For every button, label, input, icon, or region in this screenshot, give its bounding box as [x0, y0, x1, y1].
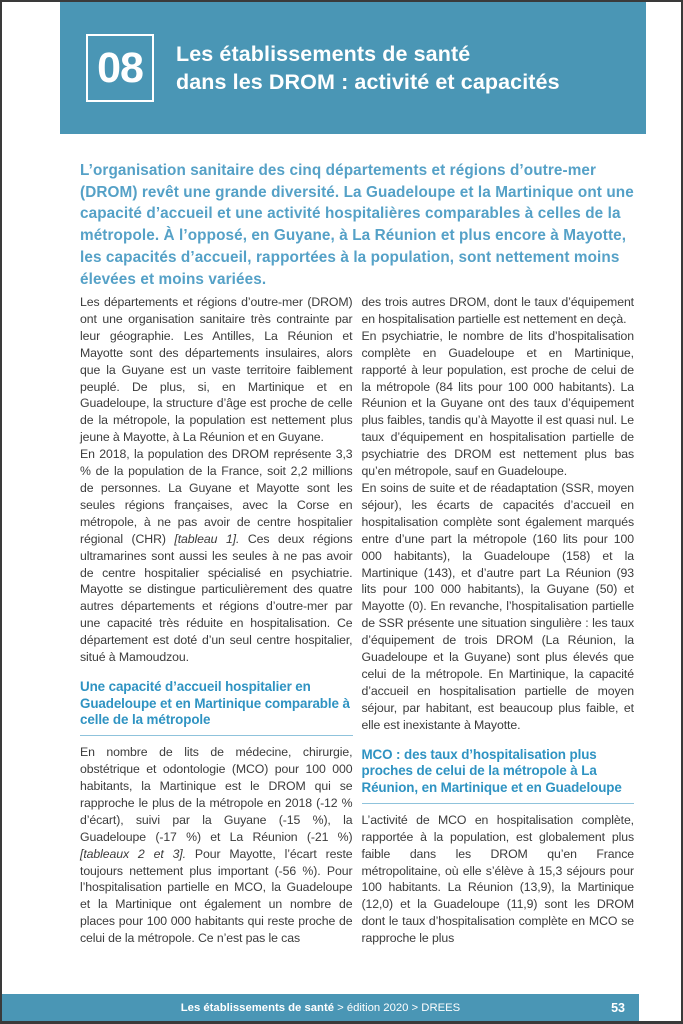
paragraph-text: En 2018, la population des DROM représente 3,3 % de la population de la France, soit 2,2 millions de personnes. La Guyane et Mayotte sont les seules régions françaises, avec la Corse en métropole, à ne pas avoir de centre hospitalier régional (CHR) — [80, 447, 353, 546]
paragraph — [80, 744, 353, 947]
chapter-title-line2: dans les DROM : activité et capacités — [176, 70, 560, 94]
footer-book-title: Les établissements de santé — [180, 1001, 334, 1014]
table-reference: [tableaux 2 et 3]. — [80, 846, 186, 861]
left-column — [80, 294, 353, 947]
paragraph-text: En nombre de lits de médecine, chirurgie, obstétrique et odontologie (MCO) pour 100 000 habitants, la Martinique est le DROM qui se rapproche le plus de la métropole en 2018 (-12 % d’écart), suivi par la Guyane (-15 %), la Guadeloupe (-17 %) et La Réunion (-21 %) — [80, 745, 353, 844]
paragraph-text: Pour Mayotte, l’écart reste toujours nettement plus important (-56 %). Pour l’hospitalisation partielle en MCO, la Guadeloupe et la Martinique ont également un nombre de places pour 100 000 habitants qui reste proche de celui de la métropole. Ce n’est pas le cas — [80, 846, 353, 946]
intro-paragraph: L’organisation sanitaire des cinq départements et régions d’outre-mer (DROM) revêt une grande diversité. La Guadeloupe et la Martinique ont une capacité d’accueil et une activité hospitalières comparables à celles de la métropole. À l’opposé, en Guyane, à La Réunion et plus encore à Mayotte, les capacités d’accueil, rapportées à la population, sont nettement moins élevées et moins variées. — [80, 162, 634, 288]
footer-breadcrumb — [181, 1002, 460, 1014]
paragraph: En psychiatrie, le nombre de lits d’hospitalisation complète en Guadeloupe et en Martinique, rapporté à leur population, est proche de celui de la métropole (84 lits pour 100 000 habitants). La Réunion et la Guyane ont des taux d’équipement plus faibles, tandis qu’à Mayotte il est quasi nul. Le taux d’équipement en hospitalisation partielle de psychiatrie des DROM est nettement plus bas qu’en métropole, sauf en Guadeloupe. — [361, 328, 634, 479]
footer-bar — [2, 994, 639, 1021]
paragraph-text: Ces deux régions ultramarines sont aussi les seules à ne pas avoir de centre hospitalier spécialisé en psychiatrie. Mayotte se distingue particulièrement des quatre autres départements et régions d’outre-mer par une capacité très réduite en hospitalisation. Ce département est doté d’un seul centre hospitalier, situé à Mamoudzou. — [80, 531, 353, 665]
chapter-number-box — [86, 34, 154, 102]
paragraph: En soins de suite et de réadaptation (SSR, moyen séjour), les écarts de capacités d’accueil en hospitalisation complète sont également marqués entre d’une part la métropole (160 lits pour 100 000 habitants), la Guadeloupe (158) et la Martinique (143), et d’autre part La Réunion (93 lits pour 100 000 habitants), la Guyane (50) et Mayotte (0). En revanche, l’hospitalisation partielle de SSR présente une situation singulière : les taux d’équipement de trois DROM (La Réunion, la Guadeloupe et la Guyane) sont plus élevés que celui de la métropole. En Martinique, la capacité d’accueil en hospitalisation partielle de moyen séjour, par habitant, est beaucoup plus faible, et elle est inexistante à Mayotte. — [361, 480, 634, 732]
chapter-number: 08 — [97, 43, 143, 92]
chapter-header — [60, 2, 646, 134]
paragraph: Les départements et régions d’outre-mer (DROM) ont une organisation sanitaire très contrainte par leur géographie. Les Antilles, La Réunion et Mayotte sont des départements insulaires, alors que la Guyane est un vaste territoire faiblement peuplé. De plus, si, en Martinique et en Guadeloupe, la structure d’âge est proche de celle de la métropole, la population est nettement plus jeune à Mayotte, à La Réunion et en Guyane. — [80, 295, 353, 445]
paragraph — [80, 446, 353, 666]
right-column — [362, 294, 635, 947]
page-number: 53 — [611, 1000, 625, 1015]
paragraph: des trois autres DROM, dont le taux d’équipement en hospitalisation partielle est nettement en deçà. — [361, 295, 634, 326]
body-columns — [80, 294, 634, 947]
chapter-title — [176, 40, 560, 97]
chapter-title-line1: Les établissements de santé — [176, 41, 471, 66]
paragraph: L’activité de MCO en hospitalisation complète, rapportée à la population, est globalement plus faible dans les DROM qu’en France métropolitaine, où elle s’élève à 15,3 séjours pour 100 habitants. La Réunion (13,9), la Martinique (12,0) et la Guadeloupe (11,9) sont les DROM dont le taux d’hospitalisation complète en MCO se rapproche le plus — [361, 812, 634, 946]
footer-trail: > édition 2020 > DREES — [333, 1001, 461, 1014]
section-heading: MCO : des taux d’hospitalisation plus proches de celui de la métropole à La Réunion, en Martinique et en Guadeloupe — [362, 747, 635, 804]
table-reference: [tableau 1]. — [174, 531, 240, 546]
section-heading: Une capacité d’accueil hospitalier en Guadeloupe et en Martinique comparable à celle de la métropole — [80, 679, 353, 736]
